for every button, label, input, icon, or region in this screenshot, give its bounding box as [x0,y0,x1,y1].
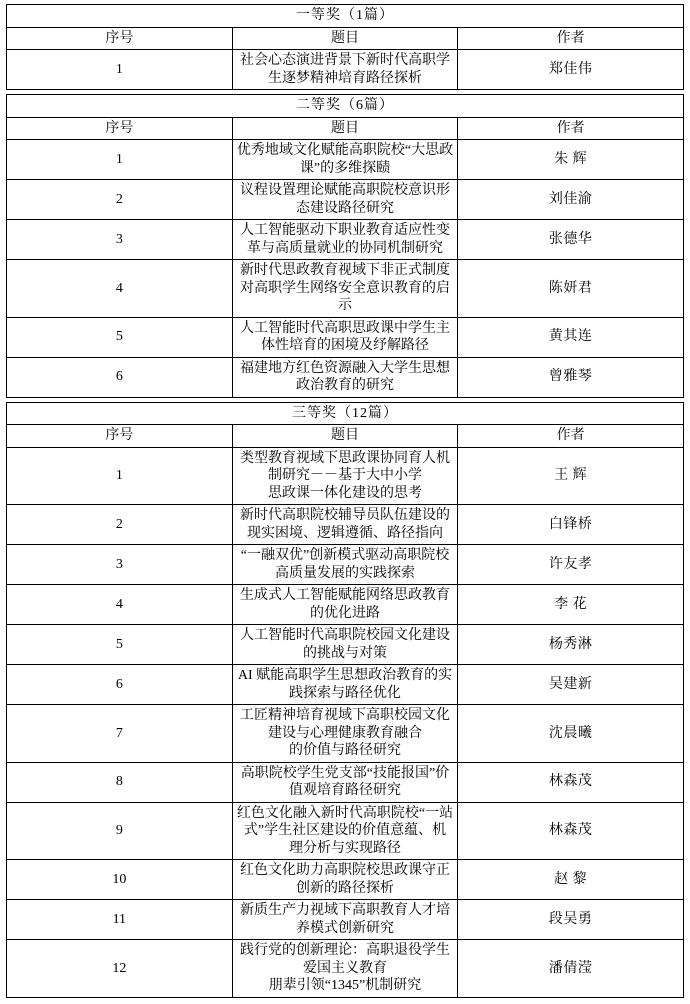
table-row [7,447,684,505]
table-row [7,940,684,998]
row-paper-title: 社会心态演进背景下新时代高职学生逐梦精神培育路径探析 [232,50,458,90]
row-index: 3 [7,545,233,585]
table-row [7,50,684,90]
row-author: 李 花 [458,585,684,625]
table-row [7,140,684,180]
row-author: 王 辉 [458,447,684,505]
row-author: 张德华 [458,220,684,260]
section-heading: 三等奖（12篇） [7,402,684,425]
table-row [7,802,684,860]
row-author: 白锋桥 [458,505,684,545]
row-paper-title: 生成式人工智能赋能网络思政教育的优化进路 [232,585,458,625]
row-paper-title: 福建地方红色资源融入大学生思想政治教育的研究 [232,357,458,397]
row-author: 杨秀淋 [458,625,684,665]
row-author: 沈晨曦 [458,705,684,763]
row-index: 6 [7,665,233,705]
row-paper-title: 新时代思政教育视域下非正式制度对高职学生网络安全意识教育的启示 [232,260,458,318]
row-paper-title: 高职院校学生党支部“技能报国”价值观培育路径研究 [232,762,458,802]
section-heading: 二等奖（6篇） [7,95,684,118]
row-author: 林森茂 [458,762,684,802]
row-paper-title: 红色文化助力高职院校思政课守正创新的路径探析 [232,860,458,900]
row-paper-title: 新时代高职院校辅导员队伍建设的现实困境、逻辑遵循、路径指向 [232,505,458,545]
section-heading: 一等奖（1篇） [7,5,684,28]
row-index: 1 [7,140,233,180]
row-index: 8 [7,762,233,802]
row-author: 赵 黎 [458,860,684,900]
table-row [7,860,684,900]
row-index: 2 [7,180,233,220]
column-header-title: 题目 [232,425,458,448]
row-author: 黄其连 [458,317,684,357]
column-header-row [7,27,684,50]
row-paper-title: 人工智能时代高职思政课中学生主体性培育的困境及纾解路径 [232,317,458,357]
row-index: 4 [7,585,233,625]
column-header-author: 作者 [458,117,684,140]
row-author: 朱 辉 [458,140,684,180]
award-section-table [6,94,684,398]
row-author: 曾雅琴 [458,357,684,397]
table-row [7,585,684,625]
table-row [7,545,684,585]
row-index: 5 [7,317,233,357]
row-index: 12 [7,940,233,998]
column-header-title: 题目 [232,27,458,50]
row-index: 2 [7,505,233,545]
column-header-no: 序号 [7,425,233,448]
row-index: 11 [7,900,233,940]
table-row [7,900,684,940]
table-row [7,505,684,545]
row-index: 1 [7,447,233,505]
row-index: 1 [7,50,233,90]
row-author: 段吴勇 [458,900,684,940]
row-paper-title: 新质生产力视域下高职教育人才培养模式创新研究 [232,900,458,940]
table-row [7,180,684,220]
section-heading-row [7,5,684,28]
row-author: 吴建新 [458,665,684,705]
award-tables-container [6,4,684,998]
row-paper-title: 红色文化融入新时代高职院校“一站式”学生社区建设的价值意蕴、机 理分析与实现路径 [232,802,458,860]
row-author: 陈妍君 [458,260,684,318]
section-heading-row [7,95,684,118]
row-paper-title: “一融双优”创新模式驱动高职院校高质量发展的实践探索 [232,545,458,585]
table-row [7,357,684,397]
award-section-table [6,4,684,90]
table-row [7,705,684,763]
row-index: 4 [7,260,233,318]
row-paper-title: 人工智能时代高职院校园文化建设的挑战与对策 [232,625,458,665]
column-header-no: 序号 [7,117,233,140]
row-author: 林森茂 [458,802,684,860]
table-row [7,665,684,705]
row-index: 5 [7,625,233,665]
row-author: 刘佳渝 [458,180,684,220]
row-paper-title: 议程设置理论赋能高职院校意识形态建设路径研究 [232,180,458,220]
column-header-author: 作者 [458,27,684,50]
column-header-row [7,425,684,448]
row-paper-title: 类型教育视域下思政课协同育人机制研究－－基于大中小学 思政课一体化建设的思考 [232,447,458,505]
row-index: 7 [7,705,233,763]
row-paper-title: 工匠精神培育视域下高职校园文化建设与心理健康教育融合 的价值与路径研究 [232,705,458,763]
table-row [7,625,684,665]
row-index: 3 [7,220,233,260]
row-paper-title: 践行党的创新理论：高职退役学生爱国主义教育 朋辈引领“1345”机制研究 [232,940,458,998]
award-section-table [6,402,684,998]
row-author: 潘倩滢 [458,940,684,998]
row-author: 郑佳伟 [458,50,684,90]
column-header-no: 序号 [7,27,233,50]
row-index: 6 [7,357,233,397]
section-heading-row [7,402,684,425]
row-paper-title: 优秀地域文化赋能高职院校“大思政课”的多维探赜 [232,140,458,180]
column-header-author: 作者 [458,425,684,448]
row-paper-title: AI 赋能高职学生思想政治教育的实践探索与路径优化 [232,665,458,705]
row-index: 10 [7,860,233,900]
row-author: 许友孝 [458,545,684,585]
row-index: 9 [7,802,233,860]
table-row [7,220,684,260]
row-paper-title: 人工智能驱动下职业教育适应性变革与高质量就业的协同机制研究 [232,220,458,260]
table-row [7,762,684,802]
column-header-title: 题目 [232,117,458,140]
column-header-row [7,117,684,140]
table-row [7,317,684,357]
table-row [7,260,684,318]
